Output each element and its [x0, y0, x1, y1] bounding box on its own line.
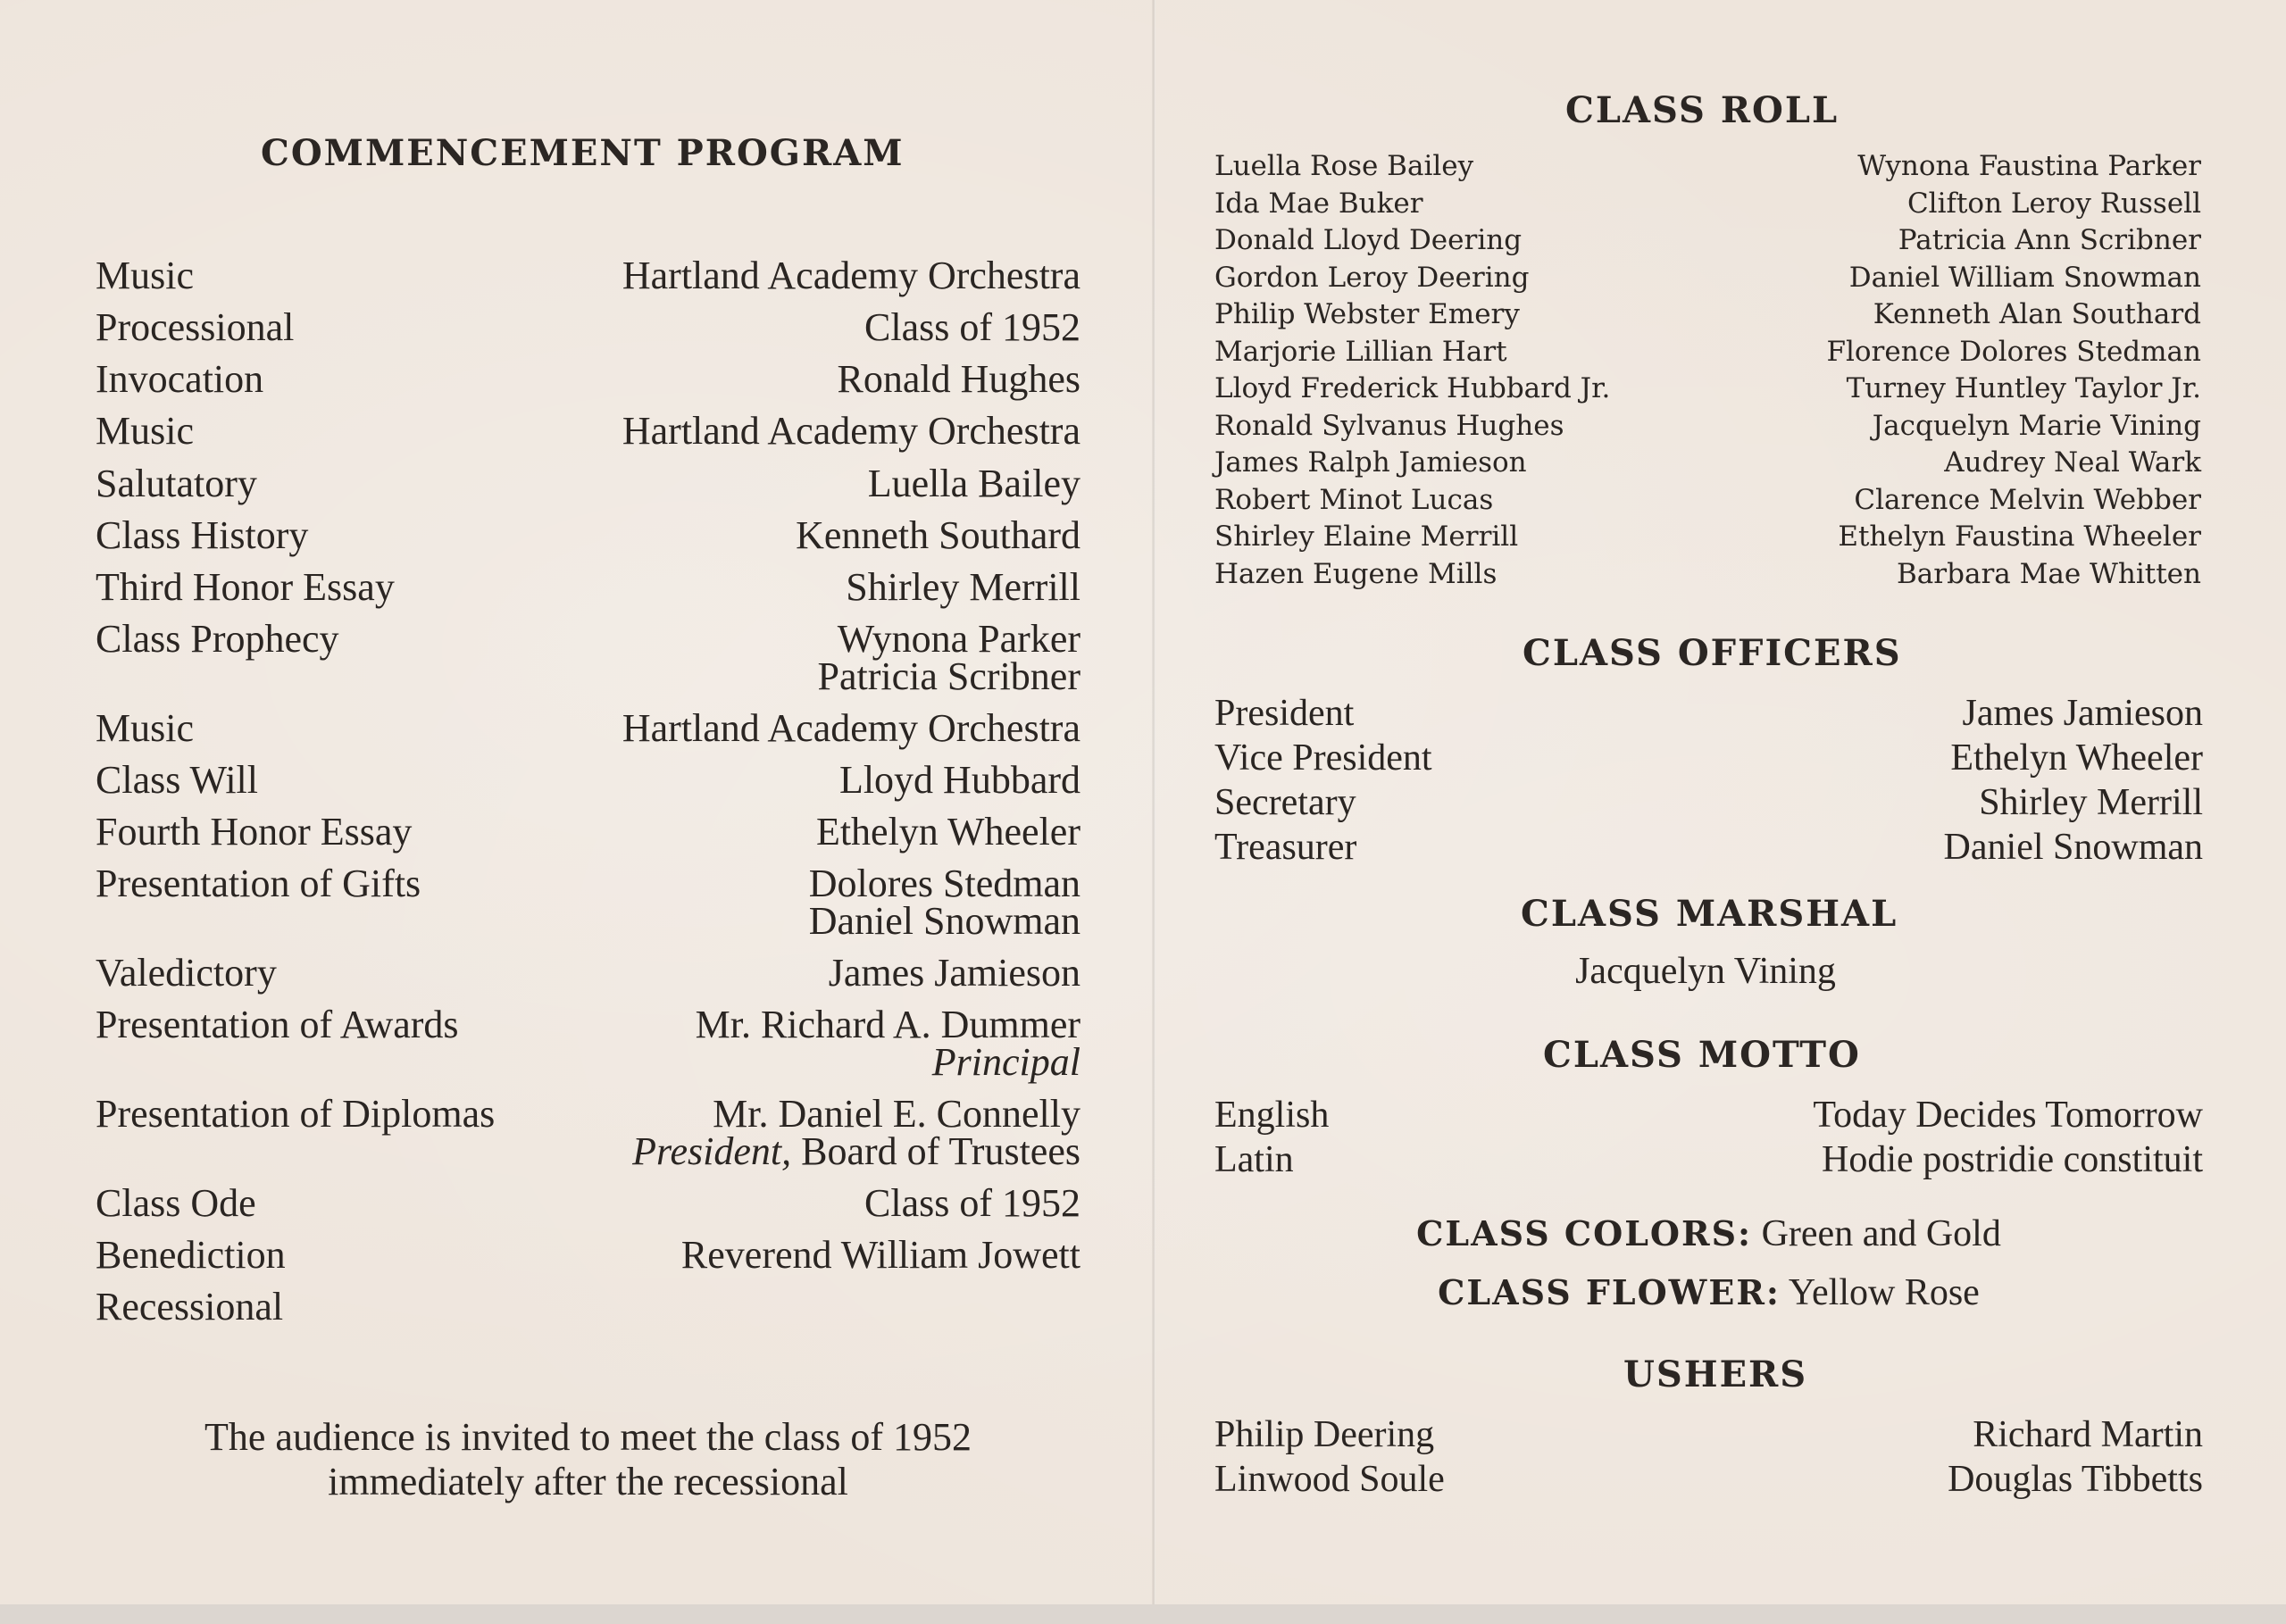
class-roll-name-left: James Ralph Jamieson — [1214, 446, 1527, 479]
program-performer-line: Wynona Parker — [837, 617, 1080, 661]
program-performer-title-italic: President, — [632, 1129, 792, 1173]
program-performer — [622, 254, 1080, 297]
program-event: Class Ode — [96, 1181, 256, 1225]
class-roll-name-right: Jacquelyn Marie Vining — [1872, 409, 2201, 442]
program-item — [96, 357, 1080, 401]
motto-text: Hodie postridie constituit — [1822, 1139, 2203, 1180]
program-item — [96, 810, 1080, 854]
program-item — [96, 254, 1080, 297]
class-roll-name-left: Philip Webster Emery — [1214, 298, 1520, 330]
program-item — [96, 409, 1080, 453]
officer-title: President — [1214, 693, 1355, 734]
program-performer-line: Lloyd Hubbard — [838, 758, 1080, 802]
program-performer-line: Dolores Stedman — [808, 862, 1080, 905]
closing-line-2: immediately after the recessional — [328, 1460, 848, 1503]
usher-row — [1214, 1457, 2203, 1502]
class-roll-name-left: Shirley Elaine Merrill — [1214, 521, 1519, 553]
motto-row — [1214, 1137, 2203, 1182]
program-performer-line: Reverend William Jowett — [680, 1233, 1080, 1277]
class-roll-name-left: Hazen Eugene Mills — [1214, 557, 1498, 590]
program-performer-line: Hartland Academy Orchestra — [622, 409, 1080, 453]
usher-name-right: Douglas Tibbetts — [1948, 1459, 2203, 1500]
program-item — [96, 462, 1080, 505]
class-roll-row — [1214, 408, 2201, 446]
class-roll-row — [1214, 260, 2201, 297]
motto-row — [1214, 1093, 2203, 1137]
officer-row — [1214, 780, 2203, 825]
program-item — [96, 1285, 1080, 1328]
class-flower-label: CLASS FLOWER: — [1438, 1272, 1781, 1312]
class-roll-row — [1214, 334, 2201, 371]
program-event: Processional — [96, 305, 295, 349]
class-roll-name-right: Ethelyn Faustina Wheeler — [1838, 521, 2201, 553]
program-performer-line: James Jamieson — [828, 951, 1080, 995]
usher-name-left: Philip Deering — [1214, 1414, 1435, 1455]
program-item — [96, 1003, 1080, 1084]
program-item — [96, 565, 1080, 609]
program-event: Salutatory — [96, 462, 257, 505]
officer-name: James Jamieson — [1962, 693, 2203, 734]
program-performer-title-rest: Board of Trustees — [791, 1129, 1080, 1173]
program-performer-line: Patricia Scribner — [817, 654, 1080, 698]
program-item — [96, 1233, 1080, 1277]
program-item — [96, 951, 1080, 995]
program-item — [96, 1092, 1080, 1173]
class-roll-name-right: Clifton Leroy Russell — [1906, 187, 2201, 220]
officer-name: Daniel Snowman — [1943, 827, 2203, 868]
program-performer — [837, 357, 1080, 401]
class-roll-row — [1214, 148, 2201, 186]
ushers-title: USHERS — [1623, 1353, 1808, 1395]
usher-name-right: Richard Martin — [1973, 1414, 2203, 1455]
program-event: Music — [96, 706, 194, 750]
program-performer-line: Class of 1952 — [864, 305, 1080, 349]
program-performer — [867, 462, 1080, 505]
program-event: Third Honor Essay — [96, 565, 395, 609]
program-item — [96, 305, 1080, 349]
program-performer-line: Shirley Merrill — [846, 565, 1080, 609]
class-roll-name-right: Wynona Faustina Parker — [1857, 150, 2201, 182]
class-roll-title: CLASS ROLL — [1565, 89, 1840, 131]
program-performer-line: Hartland Academy Orchestra — [622, 706, 1080, 750]
program-event: Fourth Honor Essay — [96, 810, 413, 854]
program-performer — [828, 951, 1080, 995]
program-performer — [864, 1181, 1080, 1225]
program-performer-line: Mr. Daniel E. Connelly — [713, 1092, 1080, 1136]
motto-language: Latin — [1214, 1139, 1294, 1180]
commencement-program-title: COMMENCEMENT PROGRAM — [261, 132, 905, 174]
officer-row — [1214, 825, 2203, 870]
program-performer — [808, 862, 1080, 943]
officer-row — [1214, 691, 2203, 736]
class-roll-name-left: Marjorie Lillian Hart — [1214, 335, 1507, 368]
program-item — [96, 862, 1080, 943]
class-roll-row — [1214, 371, 2201, 408]
program-performer-line: Class of 1952 — [864, 1181, 1080, 1225]
program-item — [96, 1181, 1080, 1225]
class-roll-name-left: Donald Lloyd Deering — [1214, 224, 1523, 256]
class-colors-line — [1214, 1212, 2203, 1255]
class-roll-name-right: Kenneth Alan Southard — [1873, 298, 2201, 330]
class-roll-name-left: Ida Mae Buker — [1214, 187, 1423, 220]
class-motto-title: CLASS MOTTO — [1543, 1034, 1861, 1076]
program-item — [96, 617, 1080, 698]
class-roll-row — [1214, 556, 2201, 594]
usher-row — [1214, 1412, 2203, 1457]
program-item — [96, 758, 1080, 802]
paper-bottom-edge — [0, 1604, 2286, 1624]
class-roll-name-left: Robert Minot Lucas — [1214, 483, 1494, 516]
program-performer — [864, 305, 1080, 349]
program-item — [96, 706, 1080, 750]
program-performer — [680, 1233, 1080, 1277]
program-item — [96, 513, 1080, 557]
program-event: Music — [96, 254, 194, 297]
officer-row — [1214, 736, 2203, 780]
class-roll-name-right: Turney Huntley Taylor Jr. — [1846, 372, 2201, 404]
class-roll-row — [1214, 519, 2201, 556]
class-roll-name-right: Audrey Neal Wark — [1944, 446, 2201, 479]
program-performer — [622, 706, 1080, 750]
class-flower-line — [1214, 1271, 2203, 1314]
program-event: Valedictory — [96, 951, 277, 995]
program-event: Recessional — [96, 1285, 284, 1328]
class-roll-name-right: Florence Dolores Stedman — [1826, 335, 2201, 368]
program-performer — [838, 758, 1080, 802]
class-officers-title: CLASS OFFICERS — [1523, 632, 1902, 674]
class-roll-row — [1214, 296, 2201, 334]
program-performer-line: Ronald Hughes — [837, 357, 1080, 401]
program-performer-title — [632, 1129, 1080, 1173]
class-roll-row — [1214, 482, 2201, 520]
class-colors-value: Green and Gold — [1761, 1213, 2001, 1254]
program-event: Music — [96, 409, 194, 453]
class-roll-name-right: Clarence Melvin Webber — [1854, 483, 2201, 516]
closing-line-1: The audience is invited to meet the class of 1952 — [204, 1415, 972, 1459]
program-performer — [695, 1003, 1080, 1084]
class-roll-name-right: Patricia Ann Scribner — [1898, 224, 2201, 256]
center-fold — [1152, 0, 1156, 1624]
program-performer — [817, 617, 1080, 698]
class-marshal-name: Jacquelyn Vining — [1575, 951, 1836, 992]
program-performer — [796, 513, 1080, 557]
class-flower-value: Yellow Rose — [1788, 1272, 1980, 1313]
program-performer — [622, 409, 1080, 453]
motto-text: Today Decides Tomorrow — [1813, 1095, 2203, 1136]
program-performer-line: Ethelyn Wheeler — [815, 810, 1080, 854]
officer-title: Vice President — [1214, 737, 1432, 779]
officer-name: Ethelyn Wheeler — [1950, 737, 2203, 779]
class-roll-name-left: Luella Rose Bailey — [1214, 150, 1474, 182]
class-roll-row — [1214, 445, 2201, 482]
program-event: Presentation of Diplomas — [96, 1092, 496, 1136]
program-event: Presentation of Awards — [96, 1003, 459, 1046]
program-event: Benediction — [96, 1233, 286, 1277]
program-event: Class Will — [96, 758, 258, 802]
program-event: Invocation — [96, 357, 264, 401]
program-performer — [815, 810, 1080, 854]
class-roll-row — [1214, 186, 2201, 223]
officer-title: Treasurer — [1214, 827, 1357, 868]
program-event: Class Prophecy — [96, 617, 339, 661]
class-marshal-title: CLASS MARSHAL — [1521, 893, 1898, 935]
program-performer-line: Kenneth Southard — [796, 513, 1080, 557]
program-performer-line: Daniel Snowman — [808, 899, 1080, 943]
program-performer-line: Hartland Academy Orchestra — [622, 254, 1080, 297]
motto-language: English — [1214, 1095, 1330, 1136]
program-event: Presentation of Gifts — [96, 862, 421, 905]
program-performer — [846, 565, 1080, 609]
usher-name-left: Linwood Soule — [1214, 1459, 1445, 1500]
class-roll-name-left: Lloyd Frederick Hubbard Jr. — [1214, 372, 1611, 404]
class-roll-name-right: Daniel William Snowman — [1848, 261, 2201, 294]
program-performer — [632, 1092, 1080, 1173]
class-roll-name-right: Barbara Mae Whitten — [1897, 557, 2201, 590]
officer-title: Secretary — [1214, 782, 1356, 823]
program-performer-title: Principal — [931, 1040, 1080, 1084]
class-roll-name-left: Ronald Sylvanus Hughes — [1214, 409, 1564, 442]
class-colors-label: CLASS COLORS: — [1416, 1213, 1753, 1253]
program-performer-line: Luella Bailey — [867, 462, 1080, 505]
class-roll-name-left: Gordon Leroy Deering — [1214, 261, 1530, 294]
class-roll-row — [1214, 222, 2201, 260]
program-event: Class History — [96, 513, 309, 557]
program-performer-line: Mr. Richard A. Dummer — [695, 1003, 1080, 1046]
officer-name: Shirley Merrill — [1979, 782, 2203, 823]
